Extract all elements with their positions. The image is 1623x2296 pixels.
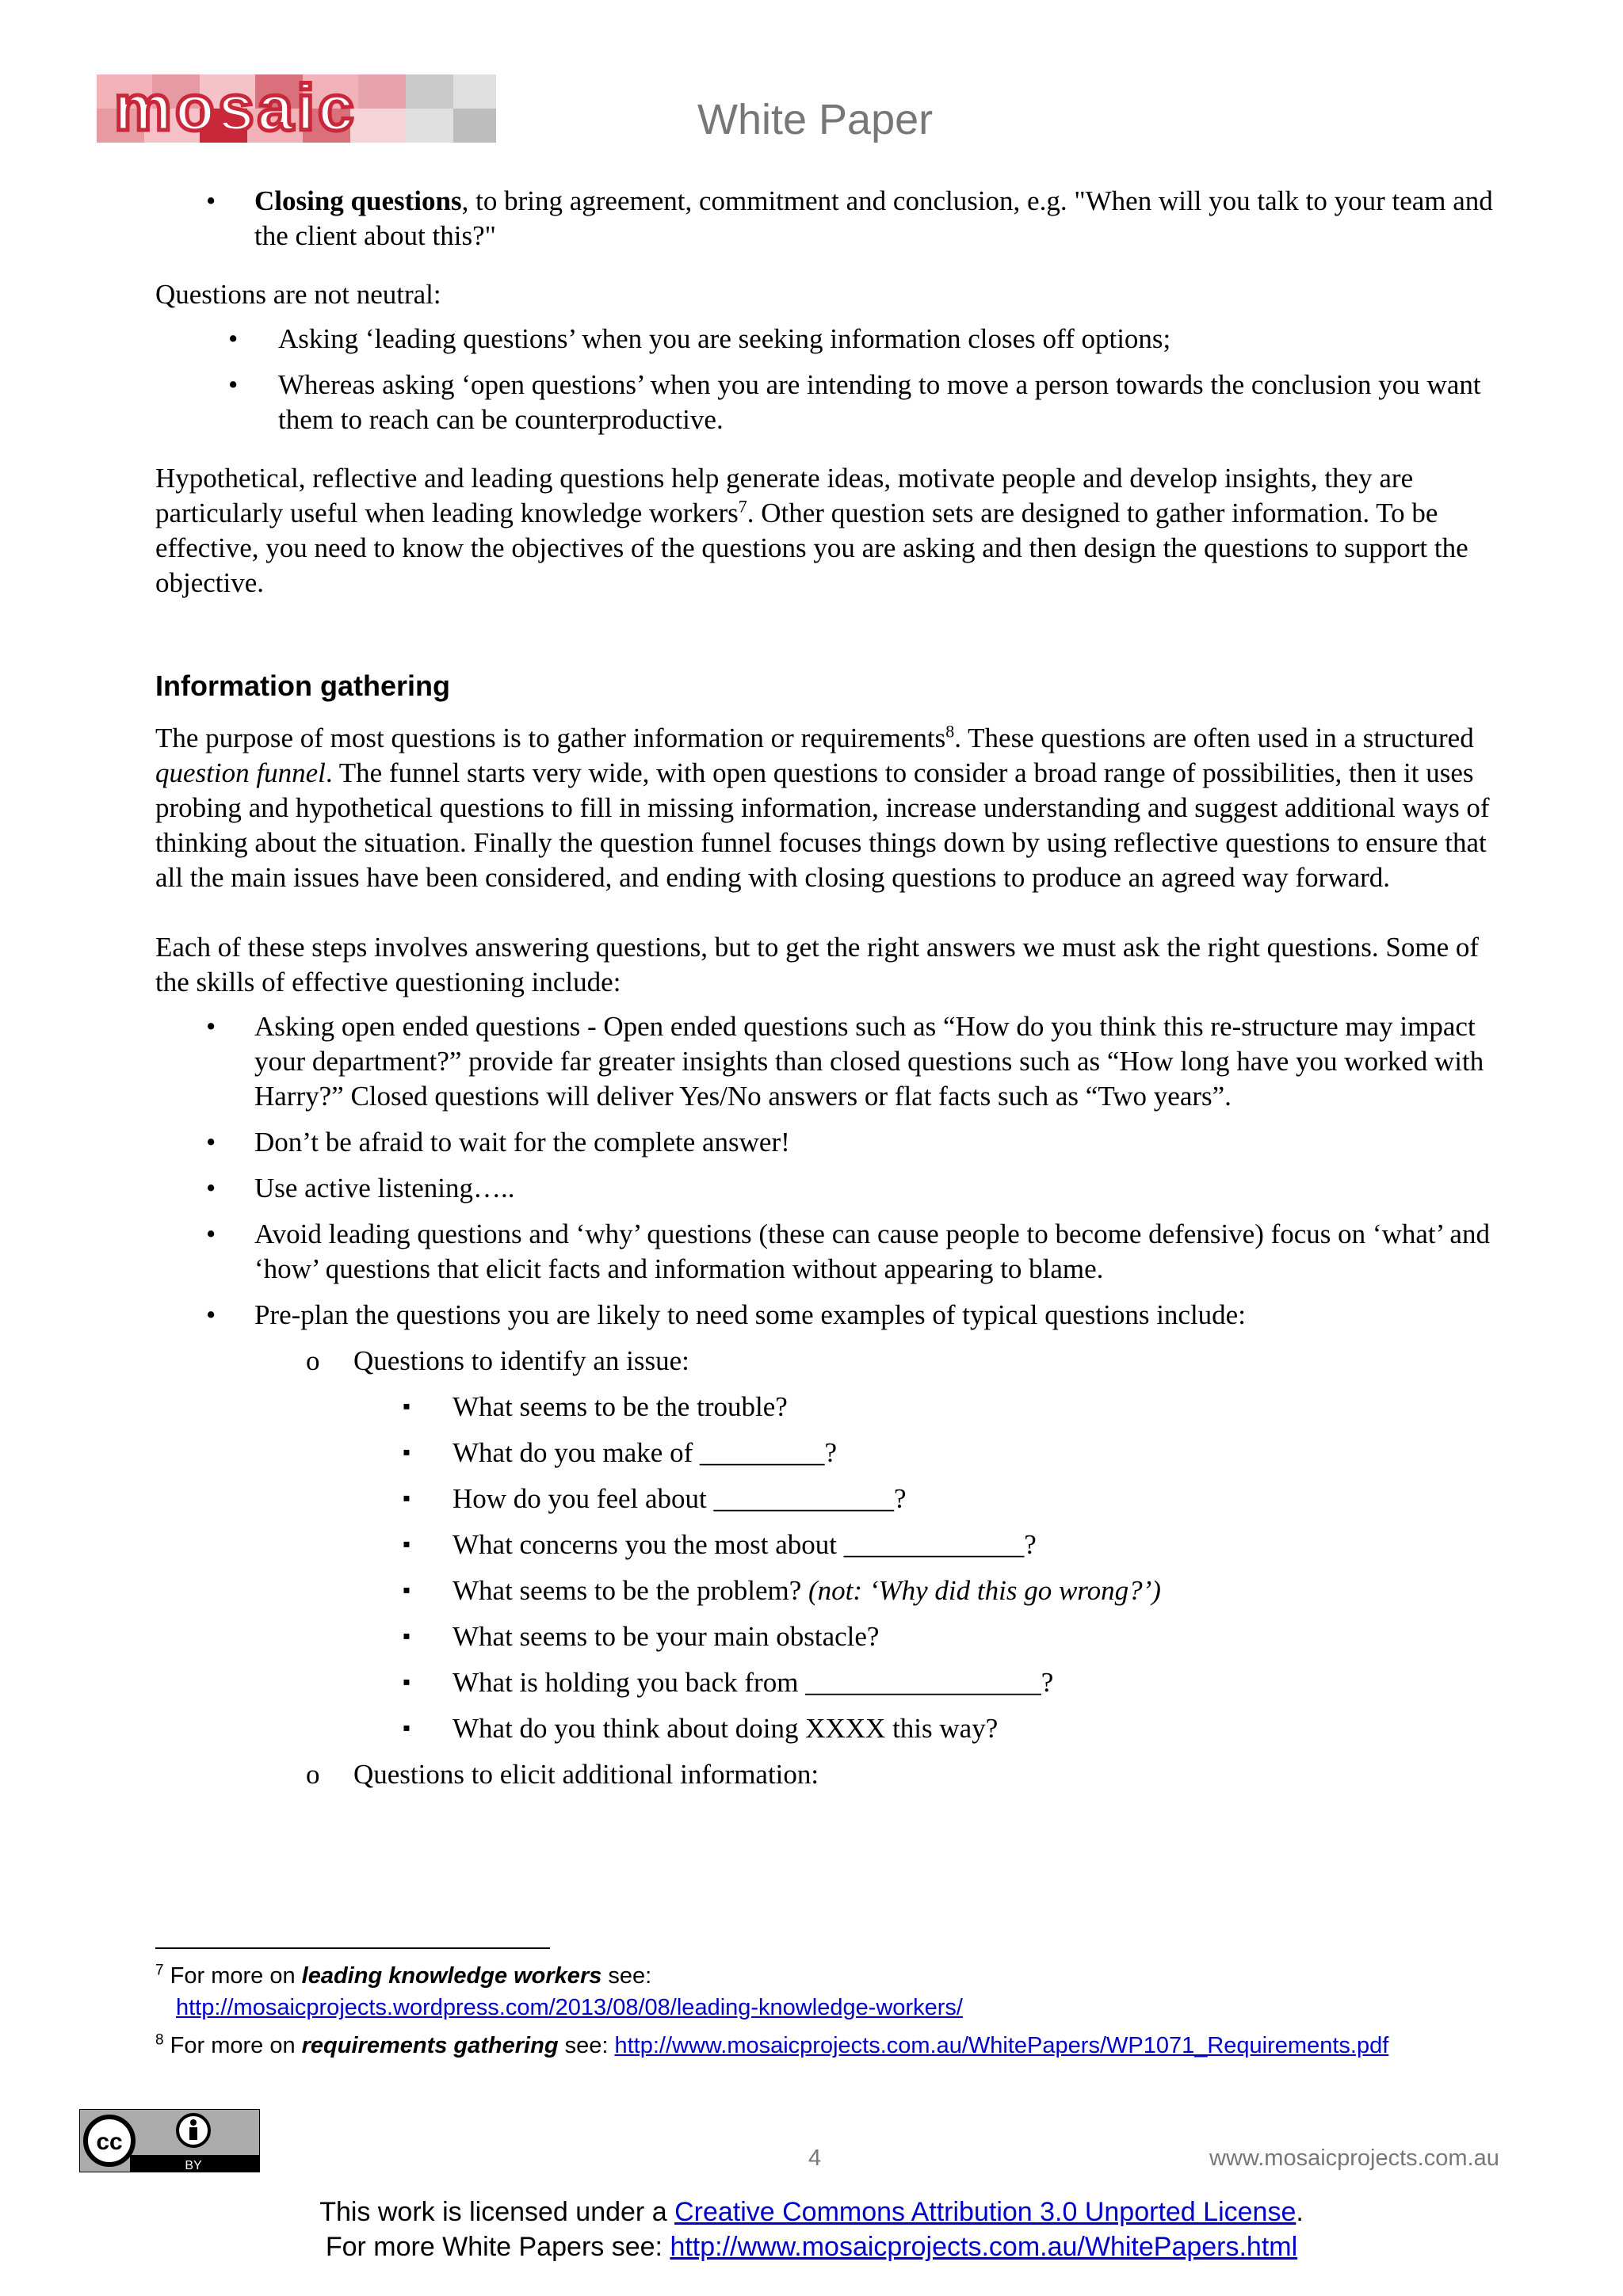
sub-list-item: o Questions to identify an issue: xyxy=(155,1344,1503,1379)
purpose-text-mid: . These questions are often used in a structured xyxy=(954,723,1474,753)
footnote-number: 8 xyxy=(155,2031,164,2049)
purpose-text: The purpose of most questions is to gather information or requirements xyxy=(155,723,946,753)
footnote-8 xyxy=(155,2030,1550,2061)
closing-questions-item xyxy=(155,184,1503,254)
footnote-7-link-line xyxy=(155,1992,1550,2023)
hypothetical-text: Hypothetical, reflective and leading questions help generate ideas, motivate people and develop insights, they are particularly useful when leading knowledge workers xyxy=(155,463,1414,528)
question-item: ▪ What is holding you back from _________________? xyxy=(155,1665,1503,1700)
footnote-ref-8[interactable]: 8 xyxy=(945,721,955,742)
footnote-divider xyxy=(155,1947,550,1949)
section-heading: Information gathering xyxy=(155,669,450,702)
footnote-topic: requirements gathering xyxy=(301,2033,559,2058)
hypothetical-paragraph xyxy=(155,461,1503,601)
footnote-number: 7 xyxy=(155,1962,164,1979)
white-papers-link[interactable]: http://www.mosaicprojects.com.au/WhitePapers.html xyxy=(670,2232,1298,2262)
license-link[interactable]: Creative Commons Attribution 3.0 Unported License xyxy=(674,2197,1296,2227)
list-item: • Don’t be afraid to wait for the complete answer! xyxy=(155,1125,1503,1160)
license-text: This work is licensed under a xyxy=(319,2197,675,2227)
list-item: • Asking ‘leading questions’ when you are seeking information closes off options; xyxy=(155,322,1503,357)
license-period: . xyxy=(1296,2197,1304,2227)
footnote-text: see: xyxy=(601,1963,652,1989)
closing-list xyxy=(155,184,1503,254)
cc-license-badge[interactable] xyxy=(79,2109,260,2172)
more-papers-line xyxy=(0,2229,1623,2264)
license-line xyxy=(0,2195,1623,2229)
list-item: • Pre-plan the questions you are likely to need some examples of typical questions include: xyxy=(155,1298,1503,1333)
page-number: 4 xyxy=(808,2145,822,2171)
question-item: ▪ What seems to be the trouble? xyxy=(155,1390,1503,1425)
question-item: ▪ How do you feel about _____________? xyxy=(155,1482,1503,1516)
question-item: ▪ What concerns you the most about _____________? xyxy=(155,1527,1503,1562)
purpose-paragraph xyxy=(155,721,1503,895)
by-text: BY xyxy=(185,2159,202,2172)
skills-list xyxy=(155,1009,1503,1792)
question-item: ▪ What do you think about doing XXXX this way? xyxy=(155,1711,1503,1746)
neutral-list xyxy=(155,322,1503,437)
footnote-7-link[interactable]: http://mosaicprojects.wordpress.com/2013/08/08/leading-knowledge-workers/ xyxy=(176,1995,963,2020)
footnote-topic: leading knowledge workers xyxy=(301,1963,602,1989)
question-item: ▪ What seems to be your main obstacle? xyxy=(155,1619,1503,1654)
purpose-text-end: . The funnel starts very wide, with open questions to consider a broad range of possibilities, then it uses probing and hypothetical questions to fill in missing information, increase understanding and suggest additional ways of thinking about the situation. Finally the question funnel focuses things down by using reflective questions to ensure that all the main issues have been considered, and ending with closing questions to produce an agreed way forward. xyxy=(155,757,1490,893)
footnote-8-link[interactable]: http://www.mosaicprojects.com.au/WhitePapers/WP1071_Requirements.pdf xyxy=(614,2033,1389,2058)
question-text: What seems to be the problem? xyxy=(453,1575,809,1606)
closing-questions-term: Closing questions xyxy=(254,185,462,216)
question-note: (not: ‘Why did this go wrong?’) xyxy=(808,1575,1161,1606)
main-content xyxy=(155,184,1503,1803)
closing-questions-text: , to bring agreement, commitment and conclusion, e.g. "When will you talk to your team and the client about this?" xyxy=(254,185,1493,251)
list-item: • Asking open ended questions - Open ended questions such as “How do you think this re-structure may impact your department?” provide far greater insights than closed questions such as “How long have you worked with Harry?” Closed questions will deliver Yes/No answers or flat facts such as “Two years”. xyxy=(155,1009,1503,1114)
footnote-ref-7[interactable]: 7 xyxy=(738,496,747,517)
footnote-text: For more on xyxy=(170,2033,302,2058)
logo-text: mosaic xyxy=(114,74,357,143)
footnote-text: For more on xyxy=(170,1963,302,1989)
footnote-text: see: xyxy=(558,2033,615,2058)
cc-text: cc xyxy=(96,2129,123,2155)
question-item xyxy=(155,1573,1503,1608)
skills-intro: Each of these steps involves answering questions, but to get the right answers we must ask the right questions. Some of the skills of effective questioning include: xyxy=(155,932,1480,997)
list-item: • Use active listening….. xyxy=(155,1171,1503,1206)
list-item: • Avoid leading questions and ‘why’ questions (these can cause people to become defensive) focus on ‘what’ and ‘how’ questions that elicit facts and information without appearing to blame. xyxy=(155,1217,1503,1287)
hypothetical-text-end: . Other question sets are designed to gather information. To be effective, you need to know the objectives of the questions you are asking and then design the questions to support the objective. xyxy=(155,498,1468,598)
more-papers-text: For more White Papers see: xyxy=(325,2232,670,2262)
license-block xyxy=(0,2195,1623,2264)
header-title: White Paper xyxy=(697,96,934,143)
footnote-7 xyxy=(155,1960,1550,1992)
question-item: ▪ What do you make of _________? xyxy=(155,1436,1503,1470)
question-funnel-term: question funnel xyxy=(155,757,326,788)
sub-list-item: o Questions to elicit additional information: xyxy=(155,1757,1503,1792)
list-item: • Whereas asking ‘open questions’ when you are intending to move a person towards the conclusion you want them to reach can be counterproductive. xyxy=(155,368,1503,437)
footnotes xyxy=(155,1960,1550,2061)
neutral-lead: Questions are not neutral: xyxy=(155,279,441,310)
mosaic-logo xyxy=(97,74,496,143)
footer-site: www.mosaicprojects.com.au xyxy=(1209,2145,1499,2171)
